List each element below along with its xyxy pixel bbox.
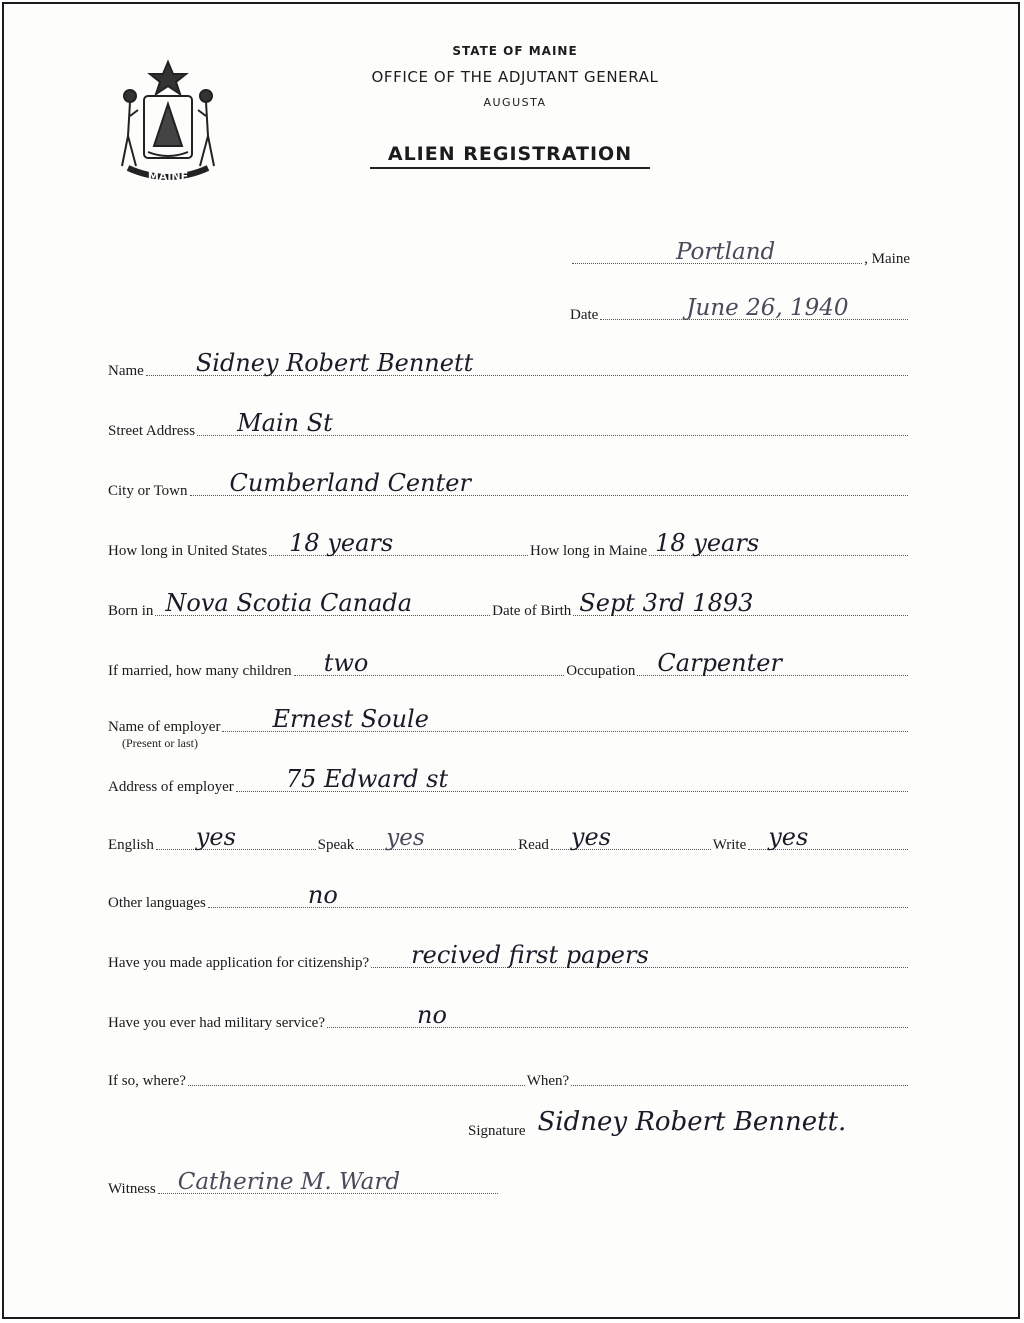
english-field	[156, 823, 316, 851]
when-field	[571, 1084, 908, 1086]
employer-row	[108, 705, 910, 736]
state-seal-image	[108, 56, 228, 186]
employer-sublabel: (Present or last)	[122, 736, 198, 750]
witness-value: Catherine M. Ward	[177, 1169, 401, 1195]
employer-address-field	[236, 765, 908, 793]
maine-value: 18 years	[655, 529, 760, 557]
speak-label: Speak	[317, 837, 355, 853]
employer-value: Ernest Soule	[272, 705, 429, 733]
military-row	[108, 1001, 910, 1032]
read-value: yes	[570, 823, 611, 851]
when-label: When?	[526, 1073, 570, 1089]
name-field	[146, 349, 908, 377]
date-label: Date	[570, 307, 599, 323]
where-field	[188, 1084, 525, 1086]
city-label: City or Town	[108, 483, 188, 499]
speak-value: yes	[386, 825, 425, 851]
family-row	[108, 649, 910, 680]
where-label: If so, where?	[108, 1073, 186, 1089]
signature-value: Sidney Robert Bennett.	[537, 1107, 847, 1137]
other-languages-row	[108, 881, 910, 912]
state-heading: STATE OF MAINE	[452, 44, 578, 58]
born-label: Born in	[108, 603, 154, 619]
employer-address-value: 75 Edward st	[285, 765, 449, 793]
born-field	[155, 589, 490, 617]
residence-row	[108, 529, 910, 560]
office-heading: OFFICE OF THE ADJUTANT GENERAL	[371, 68, 659, 86]
write-value: yes	[768, 823, 809, 851]
military-field	[327, 1001, 908, 1029]
english-label: English	[108, 837, 154, 853]
city-value: Cumberland Center	[229, 469, 471, 497]
place-row	[570, 239, 910, 268]
occupation-value: Carpenter	[657, 649, 782, 677]
us-field	[269, 529, 528, 557]
occupation-label: Occupation	[566, 663, 636, 679]
citizenship-field	[371, 941, 908, 969]
street-value: Main St	[237, 409, 333, 437]
other-languages-value: no	[307, 881, 338, 909]
city-row	[108, 469, 910, 500]
form-title: ALIEN REGISTRATION	[370, 143, 650, 169]
street-label: Street Address	[108, 423, 196, 439]
employer-label: Name of employer	[108, 719, 221, 735]
name-value: Sidney Robert Bennett	[195, 349, 474, 377]
write-field	[748, 823, 908, 851]
children-label: If married, how many children	[108, 663, 292, 679]
street-field	[197, 409, 908, 437]
birth-row	[108, 589, 910, 620]
children-field	[294, 649, 565, 677]
dob-field	[573, 589, 908, 617]
speak-field	[356, 825, 516, 851]
born-value: Nova Scotia Canada	[165, 589, 413, 617]
signature-label: Signature	[468, 1123, 526, 1139]
write-label: Write	[712, 837, 747, 853]
other-languages-field	[208, 881, 908, 909]
place-value: Portland	[676, 239, 776, 265]
witness-row	[108, 1169, 500, 1198]
name-row	[108, 349, 910, 380]
read-field	[551, 823, 711, 851]
citizenship-label: Have you made application for citizenship?	[108, 955, 370, 971]
maine-field	[649, 529, 908, 557]
witness-label: Witness	[108, 1181, 156, 1197]
date-row	[570, 295, 910, 324]
english-value: yes	[195, 823, 236, 851]
occupation-field	[637, 649, 908, 677]
employer-field	[222, 705, 908, 733]
dob-value: Sept 3rd 1893	[579, 589, 754, 617]
street-row	[108, 409, 910, 440]
military-label: Have you ever had military service?	[108, 1015, 325, 1031]
svg-text:MAINE: MAINE	[147, 170, 189, 183]
name-label: Name	[108, 363, 144, 379]
city-field	[190, 469, 908, 497]
place-suffix: , Maine	[864, 251, 910, 267]
employer-address-label: Address of employer	[108, 779, 234, 795]
english-row	[108, 823, 910, 854]
witness-field	[158, 1169, 498, 1195]
city-heading: AUGUSTA	[483, 96, 547, 109]
citizenship-row	[108, 941, 910, 972]
read-label: Read	[518, 837, 549, 853]
date-field	[600, 295, 908, 321]
service-details-row	[108, 1064, 910, 1090]
signature-field	[528, 1107, 963, 1137]
place-field	[572, 239, 862, 265]
citizenship-value: recived first papers	[411, 941, 649, 969]
maine-label: How long in Maine	[530, 543, 648, 559]
us-label: How long in United States	[108, 543, 268, 559]
military-value: no	[417, 1001, 447, 1029]
dob-label: Date of Birth	[492, 603, 572, 619]
employer-address-row	[108, 765, 910, 796]
other-languages-label: Other languages	[108, 895, 206, 911]
children-value: two	[323, 649, 369, 677]
us-value: 18 years	[289, 529, 394, 557]
date-value: June 26, 1940	[686, 295, 849, 321]
signature-row	[468, 1107, 964, 1140]
